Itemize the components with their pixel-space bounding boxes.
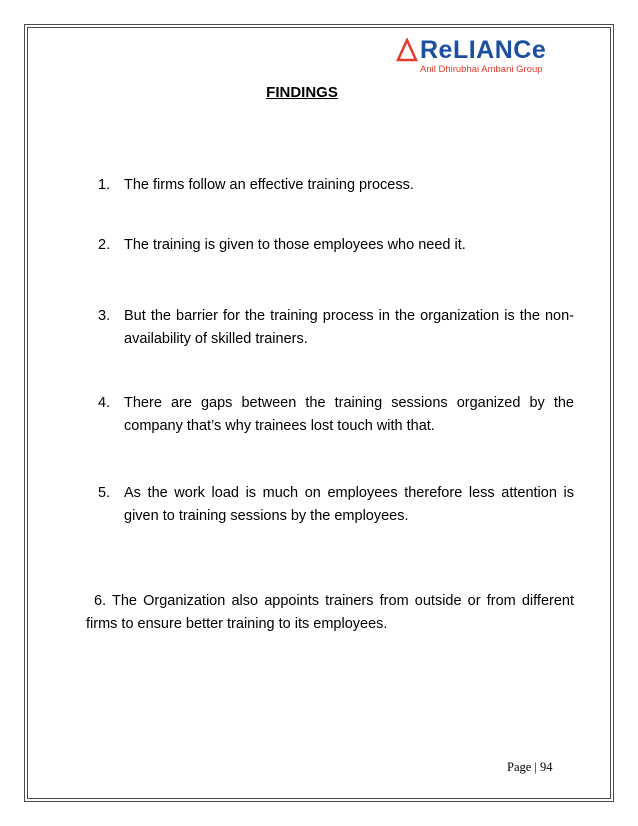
finding-item-2 [98,234,574,257]
finding-number: 4. [98,395,111,411]
finding-text: The firms follow an effective training process. [124,177,414,193]
finding-number: 3. [98,308,111,324]
page-title: FINDINGS [266,84,338,101]
logo-tagline: Anil Dhirubhai Ambani Group [420,64,543,75]
logo-wordmark: ReLIANCe [420,36,547,64]
finding-item-5 [98,482,574,528]
reliance-logo [400,36,560,82]
finding-number: 2. [98,237,111,253]
logo-mark-icon [396,38,418,64]
finding-text: There are gaps between the training sessions organized by the company that’s why trainees lost touch with that. [124,395,574,434]
finding-number: 5. [98,485,111,501]
finding-item-1 [98,174,574,197]
finding-number: 1. [98,177,111,193]
finding-text: But the barrier for the training process in the organization is the non-availability of skilled trainers. [124,308,574,347]
finding-text: As the work load is much on employees therefore less attention is given to training sessions by the employees. [124,485,574,524]
finding-item-3 [98,305,574,351]
finding-item-4 [98,392,574,438]
finding-text: The training is given to those employees who need it. [124,237,466,253]
finding-item-6: 6. The Organization also appoints trainers from outside or from different firms to ensure better training to its employees. [86,593,574,632]
page-number: Page | 94 [507,760,553,774]
